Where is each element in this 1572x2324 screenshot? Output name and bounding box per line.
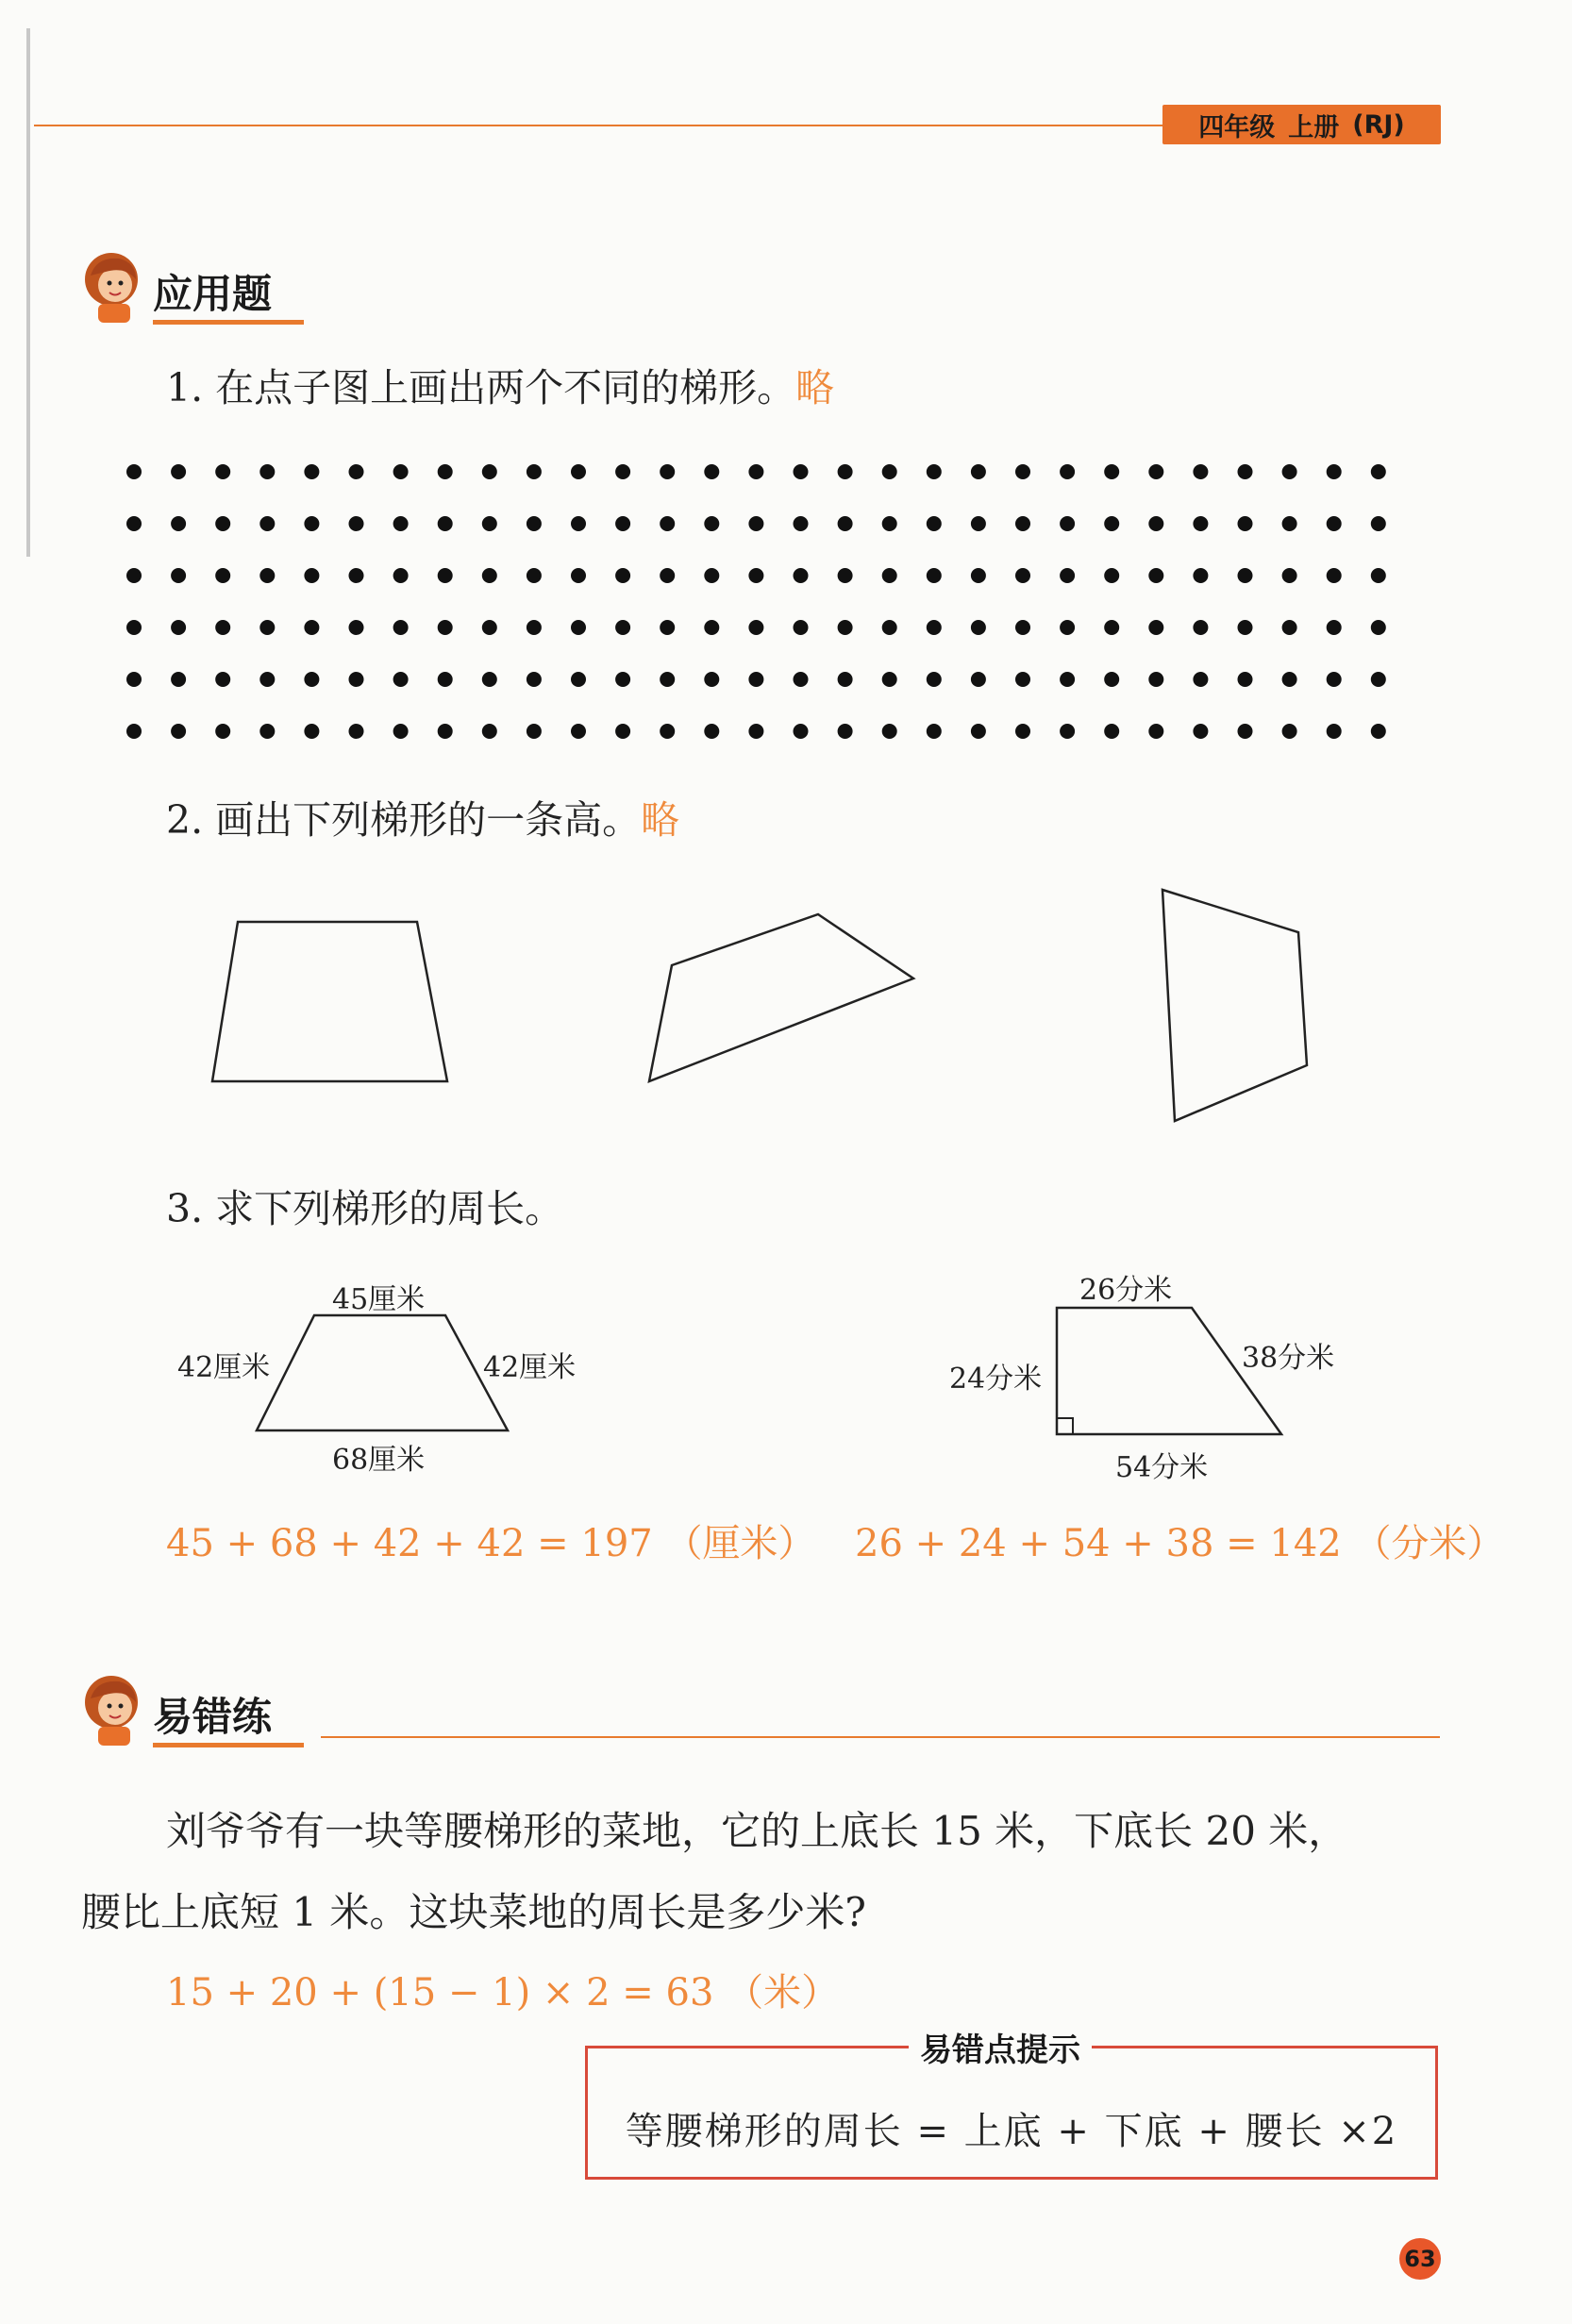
problem-line-2: 腰比上底短 1 米。这块菜地的周长是多少米? [81, 1889, 866, 1935]
problem-answer: 15 + 20 + (15 − 1) × 2 = 63 （米） [166, 1971, 840, 2015]
q3-answer-1: 45 + 68 + 42 + 42 = 197 （厘米） [166, 1522, 816, 1565]
edition-label: (RJ) [1352, 109, 1405, 140]
trap2-right-label: 38分米 [1242, 1342, 1335, 1375]
volume-label: 上册 [1288, 112, 1340, 142]
section-divider-line [321, 1736, 1440, 1738]
grade-label: 四年级 [1198, 112, 1276, 142]
tip-formula: 等腰梯形的周长 = 上底 + 下底 + 腰长 ×2 [625, 2110, 1398, 2153]
question-text: 求下列梯形的周长。 [215, 1186, 564, 1231]
question-answer: 略 [641, 797, 680, 843]
girl-mascot-icon [77, 1670, 149, 1747]
section-title: 应用题 [153, 271, 273, 317]
q3-answer-2: 26 + 24 + 54 + 38 = 142 （分米） [855, 1522, 1505, 1565]
right-angle-mark [1057, 1418, 1073, 1434]
trap2-bottom-label: 54分米 [1115, 1451, 1209, 1484]
question-text: 在点子图上画出两个不同的梯形。 [215, 365, 796, 410]
tip-box [585, 2031, 1438, 2180]
question-answer: 略 [795, 365, 835, 410]
question-number: 2. [166, 797, 204, 843]
trap1-right-label: 42厘米 [483, 1351, 577, 1384]
trap1-bottom-label: 68厘米 [332, 1444, 426, 1477]
trap2-top-label: 26分米 [1079, 1274, 1173, 1307]
question-text: 画出下列梯形的一条高。 [215, 797, 642, 843]
problem-line-1: 刘爷爷有一块等腰梯形的菜地，它的上底长 15 米，下底长 20 米， [166, 1808, 1348, 1854]
isosceles-trapezoid-figure [257, 1315, 508, 1430]
trap2-left-label: 24分米 [949, 1363, 1043, 1396]
section-title-underline [153, 1743, 304, 1747]
section-title: 易错练 [153, 1694, 273, 1740]
question-number: 1. [166, 365, 204, 410]
section-heading-mistakes [77, 1670, 304, 1747]
question-number: 3. [166, 1186, 204, 1231]
tip-title: 易错点提示 [909, 2024, 1092, 2070]
trap1-left-label: 42厘米 [177, 1351, 271, 1384]
trap1-top-label: 45厘米 [332, 1283, 426, 1316]
page-number: 63 [1399, 2238, 1441, 2280]
